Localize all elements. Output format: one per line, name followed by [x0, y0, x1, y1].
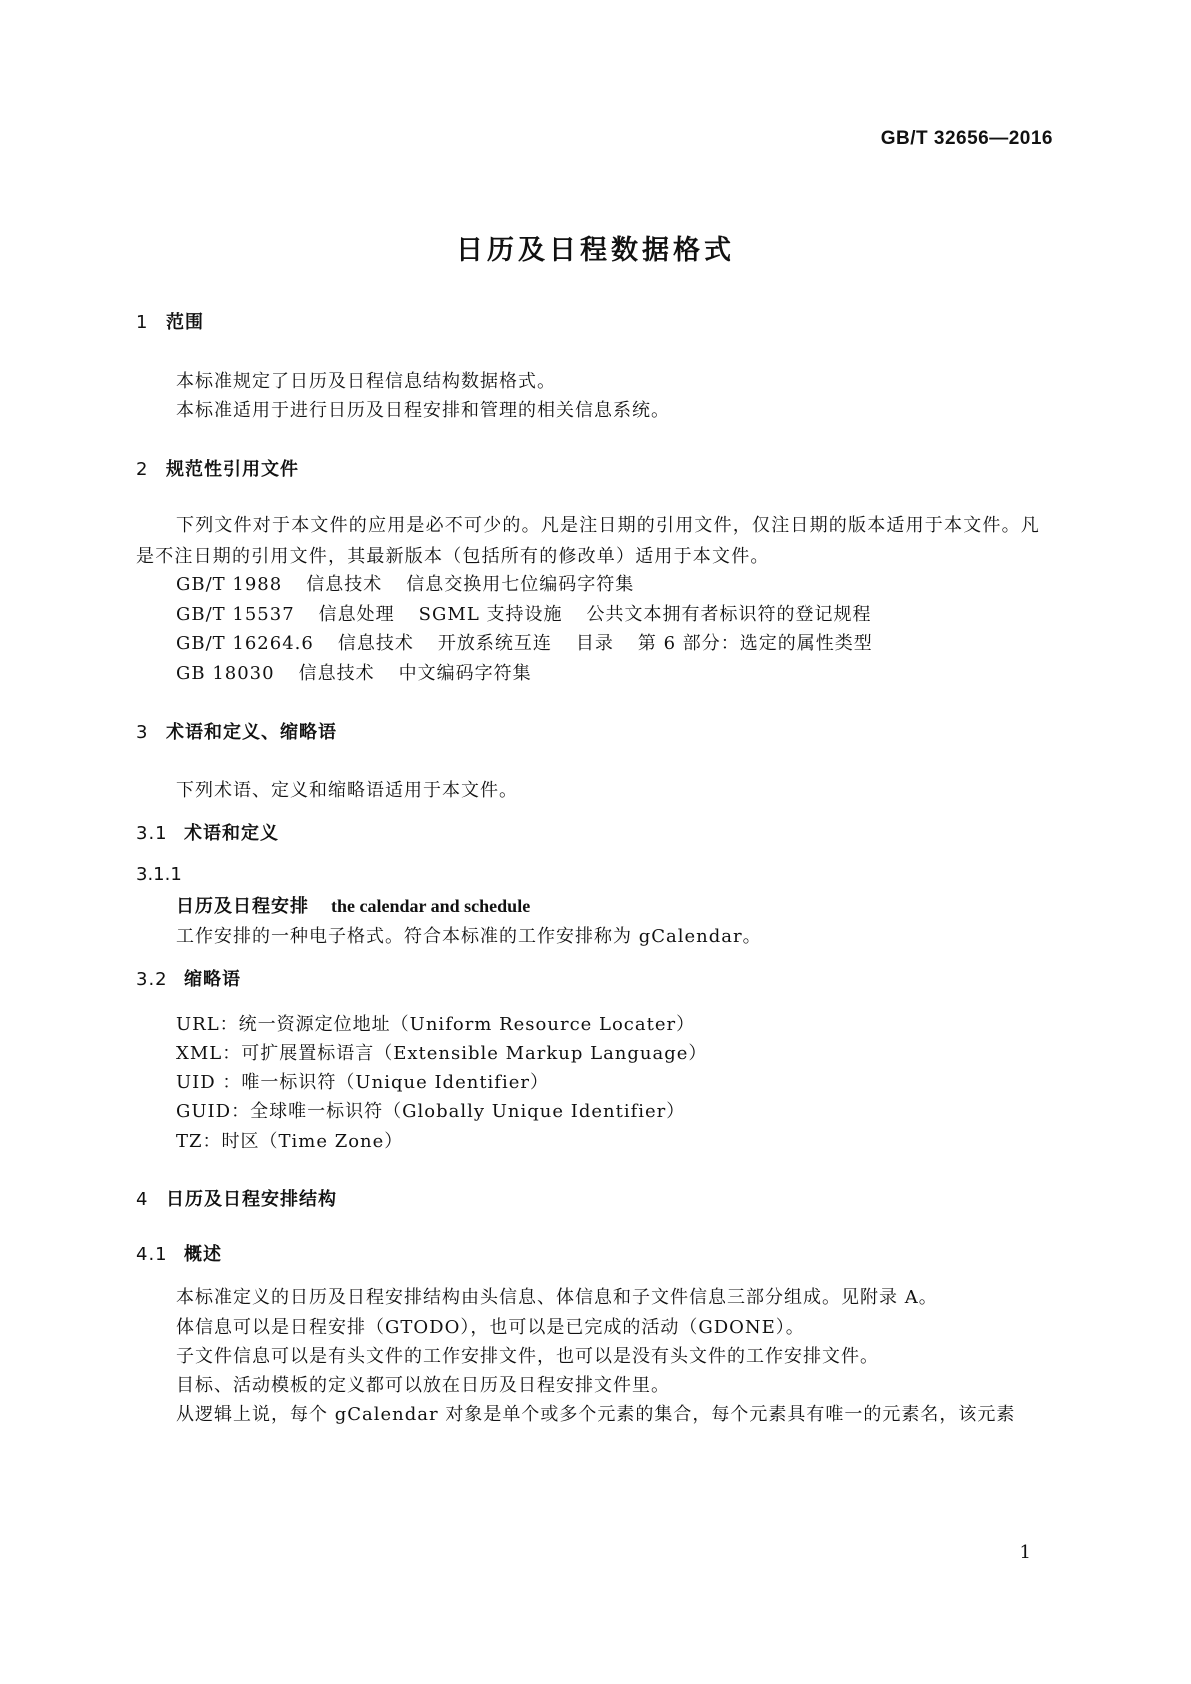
- reference-code: GB/T 1988: [176, 574, 283, 595]
- section-title: 日历及日程安排结构: [166, 1189, 337, 1210]
- reference-code: GB/T 15537: [176, 604, 295, 625]
- reference-item: [176, 570, 634, 596]
- reference-item: [176, 629, 873, 655]
- abbreviation-item: UID ：唯一标识符（Unique Identifier）: [176, 1072, 549, 1093]
- section-title: 术语和定义、缩略语: [166, 722, 337, 743]
- term-chinese: 日历及日程安排: [176, 896, 309, 917]
- abbreviation-item: XML：可扩展置标语言（Extensible Markup Language）: [176, 1043, 708, 1064]
- document-number: GB/T 32656—2016: [880, 128, 1053, 149]
- abbreviation-item: TZ：时区（Time Zone）: [176, 1131, 404, 1152]
- page-number: 1: [1019, 1542, 1031, 1563]
- section-1-heading: [136, 308, 204, 334]
- paragraph: 下列文件对于本文件的应用是必不可少的。凡是注日期的引用文件，仅注日期的版本适用于本文件。凡是不注日期的引用文件，其最新版本（包括所有的修改单）适用于本文件。: [136, 515, 1040, 567]
- section-title: 范围: [166, 312, 204, 333]
- reference-item: [176, 659, 532, 685]
- reference-title: 信息技术: [298, 663, 375, 684]
- section-number: 3.1: [136, 823, 168, 844]
- paragraph: 下列术语、定义和缩略语适用于本文件。: [176, 780, 518, 801]
- paragraph: 本标准适用于进行日历及日程安排和管理的相关信息系统。: [176, 400, 670, 421]
- reference-subtitle: 信息交换用七位编码字符集: [406, 574, 635, 595]
- section-number: 2: [136, 459, 149, 480]
- reference-subtitle: SGML 支持设施: [418, 604, 563, 625]
- section-2-heading: [136, 455, 299, 481]
- section-number: 3.2: [136, 969, 168, 990]
- section-number: 3: [136, 722, 149, 743]
- reference-code: GB 18030: [176, 663, 275, 684]
- abbreviation-item: URL：统一资源定位地址（Uniform Resource Locater）: [176, 1014, 696, 1035]
- section-number: 4.1: [136, 1244, 168, 1265]
- section-3-1-heading: [136, 819, 279, 845]
- section-3-heading: [136, 718, 337, 744]
- term-entry: [176, 892, 530, 918]
- reference-subtitle: 公共文本拥有者标识符的登记规程: [586, 604, 872, 625]
- paragraph: 本标准定义的日历及日程安排结构由头信息、体信息和子文件信息三部分组成。见附录 A。: [176, 1287, 938, 1308]
- section-title: 缩略语: [184, 969, 241, 990]
- reference-subtitle: 第 6 部分：选定的属性类型: [637, 633, 873, 654]
- reference-title: 信息技术: [337, 633, 414, 654]
- reference-title: 信息处理: [318, 604, 395, 625]
- paragraph: 子文件信息可以是有头文件的工作安排文件，也可以是没有头文件的工作安排文件。: [176, 1346, 879, 1367]
- entry-number: 3.1.1: [136, 864, 182, 885]
- paragraph: 目标、活动模板的定义都可以放在日历及日程安排文件里。: [176, 1375, 670, 1396]
- paragraph: 从逻辑上说，每个 gCalendar 对象是单个或多个元素的集合，每个元素具有唯一的元素名，该元素: [176, 1404, 1016, 1425]
- reference-item: [176, 600, 872, 626]
- term-definition: 工作安排的一种电子格式。符合本标准的工作安排称为 gCalendar。: [176, 926, 762, 947]
- section-3-2-heading: [136, 965, 241, 991]
- section-title: 概述: [184, 1244, 222, 1265]
- section-4-heading: [136, 1185, 337, 1211]
- reference-subtitle: 开放系统互连: [437, 633, 552, 654]
- reference-code: GB/T 16264.6: [176, 633, 314, 654]
- paragraph: 体信息可以是日程安排（GTODO），也可以是已完成的活动（GDONE）。: [176, 1317, 805, 1338]
- term-english: the calendar and schedule: [331, 896, 531, 916]
- section-number: 1: [136, 312, 149, 333]
- abbreviation-item: GUID：全球唯一标识符（Globally Unique Identifier）: [176, 1101, 686, 1122]
- section-title: 规范性引用文件: [166, 459, 299, 480]
- reference-subtitle: 目录: [575, 633, 614, 654]
- page-title: 日历及日程数据格式: [456, 235, 735, 266]
- paragraph: 本标准规定了日历及日程信息结构数据格式。: [176, 371, 556, 392]
- section-4-1-heading: [136, 1240, 222, 1266]
- reference-subtitle: 中文编码字符集: [398, 663, 532, 684]
- section-number: 4: [136, 1189, 149, 1210]
- reference-title: 信息技术: [306, 574, 383, 595]
- section-title: 术语和定义: [184, 823, 279, 844]
